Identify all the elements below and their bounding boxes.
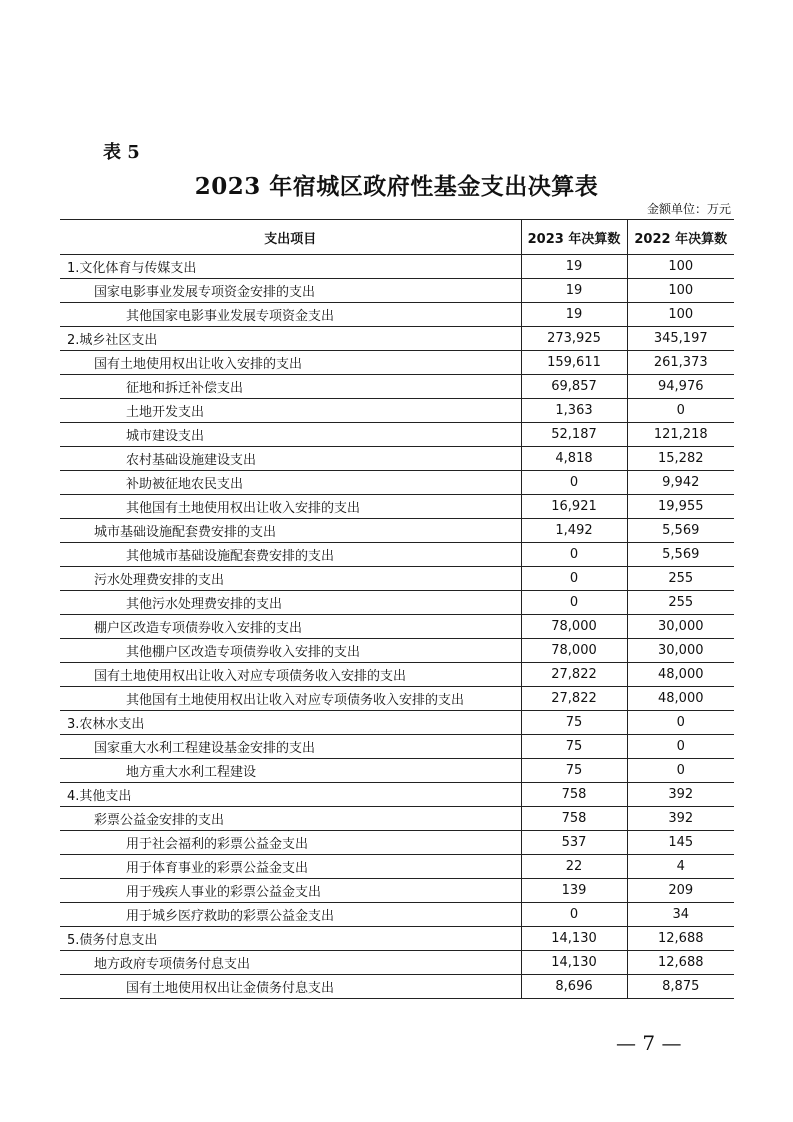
row-value-2023: 758 [521,783,627,807]
row-value-2022: 30,000 [627,639,734,663]
row-item-name: 国有土地使用权出让收入安排的支出 [60,351,521,375]
row-value-2022: 5,569 [627,519,734,543]
table-row [60,615,734,639]
table-row [60,831,734,855]
row-item-name: 3.农林水支出 [60,711,521,735]
row-item-name: 土地开发支出 [60,399,521,423]
row-value-2023: 0 [521,543,627,567]
row-item-name: 国家重大水利工程建设基金安排的支出 [60,735,521,759]
row-value-2023: 75 [521,711,627,735]
table-header-row [60,220,734,255]
row-value-2023: 52,187 [521,423,627,447]
row-value-2022: 48,000 [627,663,734,687]
row-value-2022: 9,942 [627,471,734,495]
row-value-2022: 345,197 [627,327,734,351]
row-value-2022: 255 [627,591,734,615]
row-value-2022: 100 [627,279,734,303]
table-row [60,687,734,711]
row-item-name: 国有土地使用权出让金债务付息支出 [60,975,521,999]
row-value-2023: 1,363 [521,399,627,423]
table-row [60,879,734,903]
table-row [60,759,734,783]
table-row [60,975,734,999]
row-item-name: 其他国家电影事业发展专项资金支出 [60,303,521,327]
table-label: 表 5 [103,142,140,163]
table-row [60,855,734,879]
row-value-2022: 145 [627,831,734,855]
row-item-name: 地方重大水利工程建设 [60,759,521,783]
table-row [60,279,734,303]
table-row [60,375,734,399]
row-value-2023: 139 [521,879,627,903]
row-item-name: 国家电影事业发展专项资金安排的支出 [60,279,521,303]
row-value-2023: 8,696 [521,975,627,999]
row-item-name: 用于城乡医疗救助的彩票公益金支出 [60,903,521,927]
fund-expenditure-table [60,219,734,999]
row-value-2022: 255 [627,567,734,591]
row-value-2022: 8,875 [627,975,734,999]
table-row [60,783,734,807]
table-row [60,399,734,423]
row-value-2022: 261,373 [627,351,734,375]
row-value-2022: 121,218 [627,423,734,447]
row-value-2023: 19 [521,279,627,303]
table-row [60,951,734,975]
row-item-name: 用于社会福利的彩票公益金支出 [60,831,521,855]
row-value-2022: 34 [627,903,734,927]
row-value-2023: 16,921 [521,495,627,519]
row-value-2023: 273,925 [521,327,627,351]
table-row [60,495,734,519]
table-row [60,423,734,447]
row-item-name: 国有土地使用权出让收入对应专项债务收入安排的支出 [60,663,521,687]
row-value-2022: 209 [627,879,734,903]
row-value-2023: 78,000 [521,615,627,639]
row-item-name: 征地和拆迁补偿支出 [60,375,521,399]
row-value-2022: 12,688 [627,927,734,951]
row-item-name: 农村基础设施建设支出 [60,447,521,471]
row-item-name: 补助被征地农民支出 [60,471,521,495]
row-value-2023: 1,492 [521,519,627,543]
page-number: — 7 — [616,1031,682,1055]
row-value-2022: 15,282 [627,447,734,471]
row-item-name: 污水处理费安排的支出 [60,567,521,591]
row-item-name: 城市建设支出 [60,423,521,447]
row-value-2022: 19,955 [627,495,734,519]
table-row [60,807,734,831]
table-row [60,639,734,663]
row-value-2022: 392 [627,783,734,807]
row-value-2023: 0 [521,591,627,615]
row-value-2022: 0 [627,735,734,759]
row-value-2022: 5,569 [627,543,734,567]
row-value-2023: 27,822 [521,663,627,687]
row-item-name: 用于体育事业的彩票公益金支出 [60,855,521,879]
page-title: 2023 年宿城区政府性基金支出决算表 [194,173,599,200]
row-item-name: 4.其他支出 [60,783,521,807]
row-value-2022: 100 [627,255,734,279]
row-value-2023: 14,130 [521,951,627,975]
row-value-2023: 69,857 [521,375,627,399]
column-header-2022: 2022 年决算数 [627,220,734,255]
table-row [60,711,734,735]
row-value-2023: 19 [521,303,627,327]
table-row [60,255,734,279]
row-value-2022: 0 [627,759,734,783]
table-row [60,735,734,759]
table-row [60,471,734,495]
row-value-2023: 0 [521,567,627,591]
row-value-2023: 159,611 [521,351,627,375]
unit-note: 金额单位：万元 [646,202,731,216]
row-item-name: 其他棚户区改造专项债券收入安排的支出 [60,639,521,663]
row-item-name: 5.债务付息支出 [60,927,521,951]
row-item-name: 用于残疾人事业的彩票公益金支出 [60,879,521,903]
row-value-2023: 78,000 [521,639,627,663]
table-row [60,519,734,543]
row-value-2022: 0 [627,399,734,423]
row-value-2023: 75 [521,735,627,759]
row-value-2022: 94,976 [627,375,734,399]
row-item-name: 地方政府专项债务付息支出 [60,951,521,975]
row-value-2023: 0 [521,903,627,927]
table-row [60,327,734,351]
row-item-name: 彩票公益金安排的支出 [60,807,521,831]
table-row [60,663,734,687]
table-body [60,255,734,999]
row-item-name: 1.文化体育与传媒支出 [60,255,521,279]
table-row [60,543,734,567]
row-value-2023: 537 [521,831,627,855]
row-value-2022: 100 [627,303,734,327]
table-row [60,591,734,615]
row-value-2022: 30,000 [627,615,734,639]
row-value-2022: 0 [627,711,734,735]
column-header-2023: 2023 年决算数 [521,220,627,255]
table-row [60,567,734,591]
row-value-2022: 48,000 [627,687,734,711]
row-item-name: 城市基础设施配套费安排的支出 [60,519,521,543]
row-value-2023: 758 [521,807,627,831]
row-item-name: 2.城乡社区支出 [60,327,521,351]
table-row [60,303,734,327]
row-value-2023: 22 [521,855,627,879]
row-item-name: 其他污水处理费安排的支出 [60,591,521,615]
row-item-name: 其他国有土地使用权出让收入对应专项债务收入安排的支出 [60,687,521,711]
row-value-2023: 75 [521,759,627,783]
row-value-2022: 392 [627,807,734,831]
row-item-name: 其他国有土地使用权出让收入安排的支出 [60,495,521,519]
row-value-2023: 19 [521,255,627,279]
row-value-2023: 27,822 [521,687,627,711]
row-value-2023: 0 [521,471,627,495]
row-value-2023: 14,130 [521,927,627,951]
row-value-2022: 12,688 [627,951,734,975]
row-value-2022: 4 [627,855,734,879]
table-row [60,903,734,927]
column-header-item: 支出项目 [60,220,521,255]
row-value-2023: 4,818 [521,447,627,471]
table-row [60,447,734,471]
row-item-name: 其他城市基础设施配套费安排的支出 [60,543,521,567]
table-row [60,927,734,951]
row-item-name: 棚户区改造专项债券收入安排的支出 [60,615,521,639]
table-row [60,351,734,375]
